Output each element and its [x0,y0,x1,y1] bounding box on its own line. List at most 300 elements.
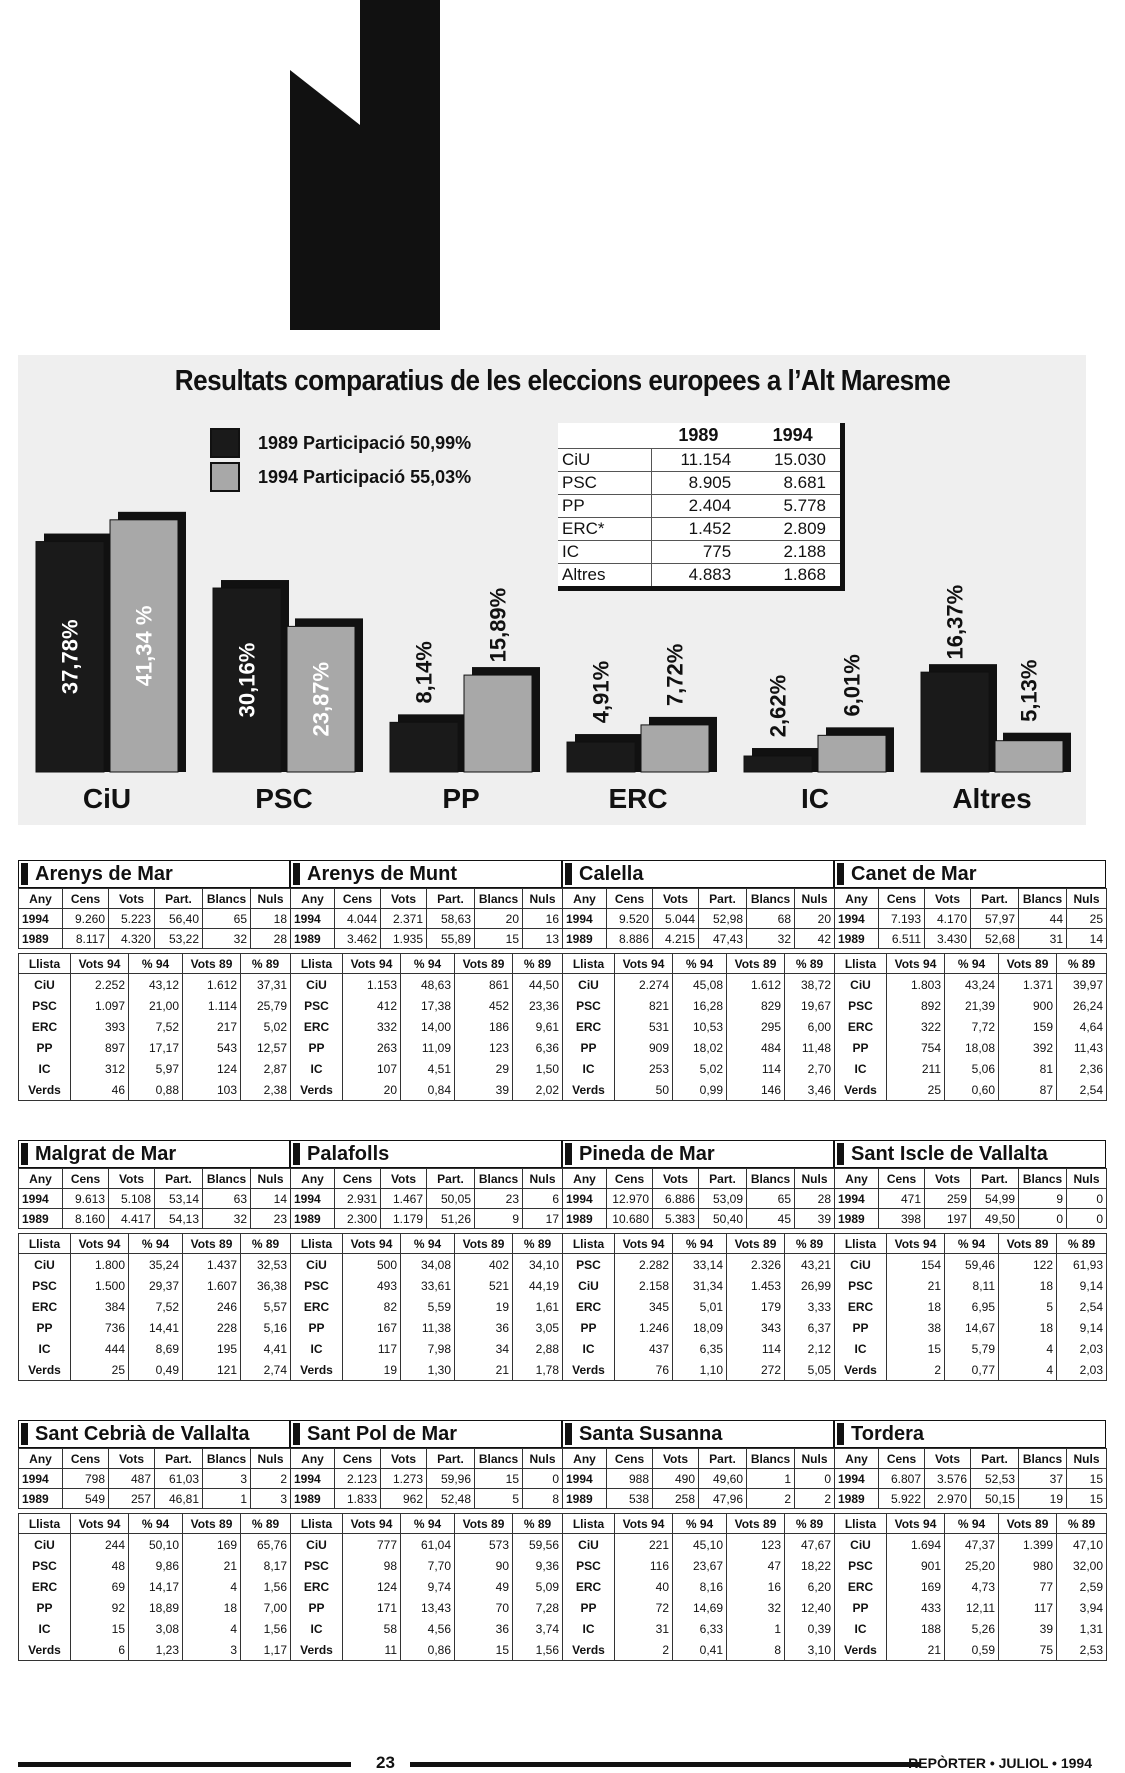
column-header: % 94 [129,1234,183,1254]
municipality-name [290,860,562,888]
value-cell: 49,60 [699,1469,747,1489]
party-cell: PSC [835,1275,887,1296]
party-cell: CiU [19,1254,71,1276]
party-row [563,1555,835,1576]
bar-erc-1994 [641,725,709,772]
value-cell: 484 [727,1037,785,1058]
year-cell: 1994 [19,1469,63,1489]
party-row [291,995,563,1016]
party-cell: IC [291,1058,343,1079]
column-header: Vots 89 [183,1234,241,1254]
value-cell: 980 [999,1555,1057,1576]
value-cell: 124 [183,1058,241,1079]
value-cell: 56,40 [155,909,203,929]
column-header: Blancs [475,1169,523,1189]
value-cell: 61,04 [401,1534,455,1556]
value-cell: 7.193 [879,909,925,929]
value-cell: 6 [523,1189,563,1209]
value-cell: 8 [523,1489,563,1509]
column-header: Blancs [747,889,795,909]
value-cell: 69 [71,1576,129,1597]
party-row [291,1534,563,1556]
value-cell: 0 [795,1469,835,1489]
value-cell: 20 [795,909,835,929]
value-cell: 20 [343,1079,401,1101]
party-cell: IC [835,1618,887,1639]
column-header: Llista [19,954,71,974]
summary-votes: 775 [652,541,746,564]
value-cell: 17,17 [129,1037,183,1058]
party-cell: ERC [291,1016,343,1037]
value-cell: 500 [343,1254,401,1276]
column-header: Vots 89 [727,1514,785,1534]
value-cell: 90 [455,1555,513,1576]
value-cell: 167 [343,1317,401,1338]
party-cell: PP [835,1597,887,1618]
year-cell: 1989 [835,929,879,949]
value-cell: 8,16 [673,1576,727,1597]
party-cell: PP [563,1037,615,1058]
value-cell: 117 [343,1338,401,1359]
value-cell: 263 [343,1037,401,1058]
party-row [19,1275,291,1296]
summary-votes: 15.030 [745,449,840,472]
column-header: Nuls [523,1169,563,1189]
column-header: Vots [109,1169,155,1189]
value-cell: 1,56 [513,1639,563,1661]
summary-votes: 8.905 [652,472,746,495]
value-cell: 9 [475,1209,523,1229]
value-cell: 9,36 [513,1555,563,1576]
value-cell: 195 [183,1338,241,1359]
column-header: Vots 94 [71,1514,129,1534]
value-cell: 17,38 [401,995,455,1016]
value-cell: 15 [1067,1469,1107,1489]
party-row [835,974,1107,996]
year-cell: 1994 [563,1189,607,1209]
value-cell: 43,24 [945,974,999,996]
column-header: Vots 89 [455,1514,513,1534]
column-header: Llista [563,1514,615,1534]
value-cell: 39 [455,1079,513,1101]
value-cell: 18,09 [673,1317,727,1338]
year-row [835,1489,1107,1509]
value-cell: 0,99 [673,1079,727,1101]
column-header: Cens [879,1169,925,1189]
value-cell: 3,74 [513,1618,563,1639]
value-cell: 54,99 [971,1189,1019,1209]
party-cell: Verds [19,1639,71,1661]
value-cell: 33,14 [673,1254,727,1276]
column-header: Vots 89 [183,1514,241,1534]
year-row [19,1469,291,1489]
year-cell: 1989 [563,929,607,949]
value-cell: 6,20 [785,1576,835,1597]
column-header: Nuls [523,1449,563,1469]
party-row [291,1555,563,1576]
value-cell: 2.326 [727,1254,785,1276]
year-cell: 1994 [835,1189,879,1209]
party-row [835,995,1107,1016]
value-cell: 1,17 [241,1639,291,1661]
value-cell: 5.108 [109,1189,155,1209]
column-header: Cens [335,889,381,909]
value-cell: 4.320 [109,929,155,949]
value-cell: 28 [795,1189,835,1209]
party-cell: PSC [563,1254,615,1276]
value-cell: 37,31 [241,974,291,996]
summary-header-blank [558,423,652,449]
value-cell: 2,54 [1057,1079,1107,1101]
column-header: Cens [63,889,109,909]
value-cell: 1,56 [241,1618,291,1639]
value-cell: 909 [615,1037,673,1058]
party-cell: CiU [835,1534,887,1556]
party-cell: Verds [19,1359,71,1381]
value-cell: 4,41 [241,1338,291,1359]
party-row [291,1058,563,1079]
value-cell: 798 [63,1469,109,1489]
value-cell: 32,00 [1057,1555,1107,1576]
party-row [835,1079,1107,1101]
municipality-name-text: Pineda de Mar [579,1142,715,1165]
value-cell: 538 [607,1489,653,1509]
value-cell: 11,43 [1057,1037,1107,1058]
value-cell: 4 [183,1618,241,1639]
value-cell: 19 [455,1296,513,1317]
party-row [19,1534,291,1556]
column-header: Vots 94 [343,1234,401,1254]
value-cell: 65 [747,1189,795,1209]
value-cell: 8,69 [129,1338,183,1359]
party-cell: IC [563,1618,615,1639]
value-cell: 12,40 [785,1597,835,1618]
party-row [19,1359,291,1381]
value-cell: 1 [203,1489,251,1509]
value-cell: 26,99 [785,1275,835,1296]
value-cell: 0,88 [129,1079,183,1101]
party-cell: PSC [19,1555,71,1576]
column-header: Vots [109,1449,155,1469]
party-row [563,974,835,996]
value-cell: 258 [653,1489,699,1509]
year-cell: 1989 [291,1209,335,1229]
party-cell: PP [291,1037,343,1058]
column-header: Vots 89 [455,1234,513,1254]
value-cell: 23,67 [673,1555,727,1576]
value-cell: 146 [727,1079,785,1101]
value-cell: 58,63 [427,909,475,929]
column-header: Blancs [203,1169,251,1189]
year-cell: 1994 [291,909,335,929]
municipality-table [834,1420,1106,1661]
value-cell: 16 [523,909,563,929]
column-header: % 89 [785,1514,835,1534]
municipality-name [18,1420,290,1448]
value-cell: 47,96 [699,1489,747,1509]
value-cell: 52,98 [699,909,747,929]
bar-pp-1989 [390,722,458,772]
municipality-name [290,1140,562,1168]
municipality-table [834,860,1106,1101]
party-row [563,995,835,1016]
party-cell: CiU [563,1534,615,1556]
value-cell: 1.153 [343,974,401,996]
municipality-name [562,1140,834,1168]
value-cell: 50,15 [971,1489,1019,1509]
party-row [835,1597,1107,1618]
column-header: Vots 89 [999,1234,1057,1254]
value-cell: 5.223 [109,909,155,929]
party-cell: PP [563,1597,615,1618]
party-cell: IC [19,1338,71,1359]
year-row [291,1189,563,1209]
value-cell: 46,81 [155,1489,203,1509]
value-cell: 3,46 [785,1079,835,1101]
value-cell: 1.399 [999,1534,1057,1556]
data-label: 6,01% [839,654,865,717]
summary-row [558,472,840,495]
value-cell: 87 [999,1079,1057,1101]
column-header: Part. [427,889,475,909]
value-cell: 272 [727,1359,785,1381]
value-cell: 332 [343,1016,401,1037]
value-cell: 16,28 [673,995,727,1016]
party-cell: PSC [563,1555,615,1576]
column-header: Vots 94 [615,954,673,974]
value-cell: 25,20 [945,1555,999,1576]
footer [18,1753,1092,1772]
party-row [835,1254,1107,1276]
value-cell: 437 [615,1338,673,1359]
value-cell: 8,11 [945,1275,999,1296]
value-cell: 531 [615,1016,673,1037]
summary-votes: 2.188 [745,541,840,564]
column-header: Llista [291,1234,343,1254]
column-header: % 89 [513,1514,563,1534]
party-cell: ERC [19,1296,71,1317]
value-cell: 2,87 [241,1058,291,1079]
value-cell: 1.246 [615,1317,673,1338]
column-header: Llista [19,1514,71,1534]
value-cell: 244 [71,1534,129,1556]
party-row [563,1639,835,1661]
value-cell: 169 [887,1576,945,1597]
municipality-name-text: Sant Iscle de Vallalta [851,1142,1048,1165]
value-cell: 52,53 [971,1469,1019,1489]
municipality-name-text: Malgrat de Mar [35,1142,177,1165]
value-cell: 1.453 [727,1275,785,1296]
party-row [563,1317,835,1338]
party-row [291,1338,563,1359]
column-header: Part. [971,889,1019,909]
value-cell: 23,36 [513,995,563,1016]
value-cell: 1.612 [183,974,241,996]
column-header: Part. [971,1449,1019,1469]
summary-votes: 2.404 [652,495,746,518]
value-cell: 900 [999,995,1057,1016]
value-cell: 6 [71,1639,129,1661]
value-cell: 343 [727,1317,785,1338]
value-cell: 2.970 [925,1489,971,1509]
year-cell: 1989 [19,929,63,949]
value-cell: 25 [71,1359,129,1381]
value-cell: 2.371 [381,909,427,929]
column-header: Cens [335,1169,381,1189]
summary-votes: 1.452 [652,518,746,541]
party-cell: IC [291,1618,343,1639]
value-cell: 68 [747,909,795,929]
data-label: 2,62% [765,674,791,738]
value-cell: 21,00 [129,995,183,1016]
party-cell: Verds [563,1359,615,1381]
chart-title: Resultats comparatius de les eleccions europees a l’Alt Maresme [174,365,951,397]
value-cell: 471 [879,1189,925,1209]
value-cell: 0 [523,1469,563,1489]
value-cell: 169 [183,1534,241,1556]
value-cell: 44,19 [513,1275,563,1296]
party-row [563,1618,835,1639]
value-cell: 2,74 [241,1359,291,1381]
year-row [19,1189,291,1209]
value-cell: 52,68 [971,929,1019,949]
value-cell: 45,08 [673,974,727,996]
value-cell: 2,03 [1057,1338,1107,1359]
value-cell: 2,38 [241,1079,291,1101]
value-cell: 14,67 [945,1317,999,1338]
party-cell: PP [19,1597,71,1618]
value-cell: 50 [615,1079,673,1101]
value-cell: 36 [455,1317,513,1338]
value-cell: 2.931 [335,1189,381,1209]
party-cell: Verds [19,1079,71,1101]
value-cell: 154 [887,1254,945,1276]
column-header: Any [563,1449,607,1469]
party-row [19,1037,291,1058]
party-cell: CiU [563,1275,615,1296]
value-cell: 15 [475,929,523,949]
party-cell: PP [835,1037,887,1058]
column-header: Vots [653,889,699,909]
summary-party: Altres [558,564,652,587]
value-cell: 70 [455,1597,513,1618]
column-header: Blancs [1019,1169,1067,1189]
year-cell: 1989 [291,1489,335,1509]
value-cell: 15 [71,1618,129,1639]
party-row [563,1359,835,1381]
value-cell: 295 [727,1016,785,1037]
value-cell: 61,93 [1057,1254,1107,1276]
value-cell: 32 [747,929,795,949]
party-cell: Verds [563,1079,615,1101]
value-cell: 392 [999,1037,1057,1058]
municipality-name [18,860,290,888]
value-cell: 7,52 [129,1296,183,1317]
value-cell: 3 [251,1489,291,1509]
party-row [291,1576,563,1597]
party-row [563,1275,835,1296]
municipality-name [834,1140,1106,1168]
column-header: Blancs [1019,889,1067,909]
value-cell: 6,35 [673,1338,727,1359]
party-row [563,1576,835,1597]
value-cell: 2 [887,1359,945,1381]
value-cell: 0 [1067,1209,1107,1229]
column-header: Llista [835,1514,887,1534]
value-cell: 25 [1067,909,1107,929]
value-cell: 9,14 [1057,1275,1107,1296]
column-header: Nuls [1067,1449,1107,1469]
summary-votes: 11.154 [652,449,746,472]
party-row [291,1317,563,1338]
party-cell: PP [291,1317,343,1338]
summary-row [558,564,840,587]
value-cell: 65 [203,909,251,929]
category-label: PP [442,783,480,814]
value-cell: 171 [343,1597,401,1618]
value-cell: 3.430 [925,929,971,949]
value-cell: 1.179 [381,1209,427,1229]
column-header: Part. [699,889,747,909]
value-cell: 493 [343,1275,401,1296]
value-cell: 1 [727,1618,785,1639]
column-header: Any [835,889,879,909]
value-cell: 186 [455,1016,513,1037]
value-cell: 4,73 [945,1576,999,1597]
party-cell: Verds [291,1079,343,1101]
year-cell: 1989 [563,1209,607,1229]
party-row [291,1639,563,1661]
summary-votes: 8.681 [745,472,840,495]
summary-votes: 5.778 [745,495,840,518]
value-cell: 2.300 [335,1209,381,1229]
value-cell: 3.462 [335,929,381,949]
value-cell: 8.886 [607,929,653,949]
municipality-name-text: Palafolls [307,1142,390,1165]
value-cell: 1.833 [335,1489,381,1509]
column-header: % 89 [513,1234,563,1254]
municipality-name-text: Sant Pol de Mar [307,1422,458,1445]
bar-erc-1989 [567,742,635,772]
value-cell: 2,88 [513,1338,563,1359]
party-row [291,1618,563,1639]
party-cell: PP [19,1317,71,1338]
column-header: % 94 [673,1514,727,1534]
value-cell: 32 [727,1597,785,1618]
bar-chart [0,0,1125,830]
value-cell: 9,14 [1057,1317,1107,1338]
value-cell: 5,79 [945,1338,999,1359]
value-cell: 901 [887,1555,945,1576]
value-cell: 21 [455,1359,513,1381]
party-cell: ERC [563,1576,615,1597]
value-cell: 2,59 [1057,1576,1107,1597]
value-cell: 5,06 [945,1058,999,1079]
value-cell: 20 [475,909,523,929]
value-cell: 12.970 [607,1189,653,1209]
column-header: Any [835,1449,879,1469]
column-header: Nuls [251,889,291,909]
data-label: 8,14% [411,641,437,704]
value-cell: 47,10 [1057,1534,1107,1556]
column-header: Vots [925,889,971,909]
year-row [291,929,563,949]
value-cell: 49,50 [971,1209,1019,1229]
value-cell: 18,89 [129,1597,183,1618]
municipality-table [562,1420,834,1661]
value-cell: 221 [615,1534,673,1556]
column-header: % 94 [401,1234,455,1254]
